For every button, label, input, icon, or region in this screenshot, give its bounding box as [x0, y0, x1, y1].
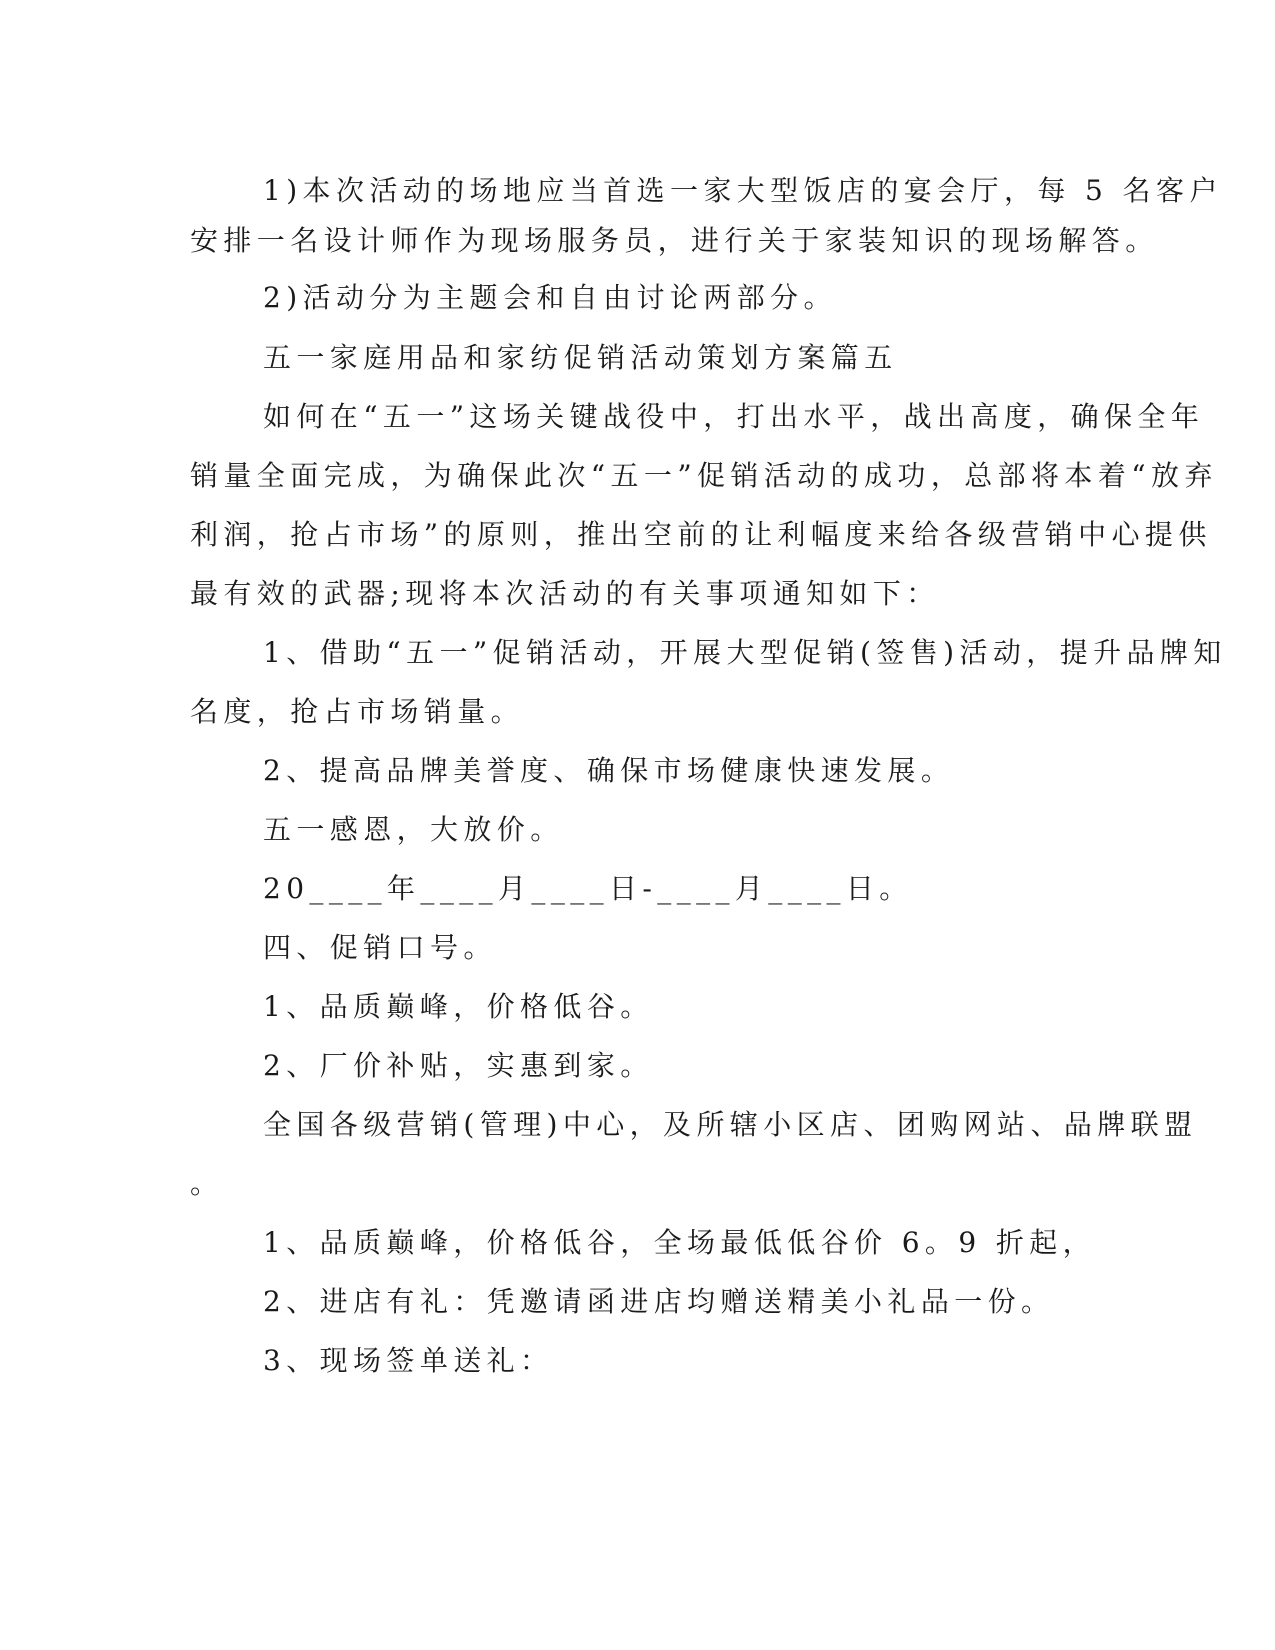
paragraph-line: 1)本次活动的场地应当首选一家大型饭店的宴会厅，每 5 名客户: [263, 174, 1223, 207]
paragraph-line: 。: [190, 1167, 224, 1200]
paragraph-line: 名度，抢占市场销量。: [190, 695, 525, 728]
paragraph-line: 1、品质巅峰，价格低谷，全场最低低谷价 6。9 折起，: [263, 1226, 1097, 1259]
paragraph-line: 安排一名设计师作为现场服务员，进行关于家装知识的现场解答。: [190, 224, 1159, 257]
section-heading: 五一家庭用品和家纺促销活动策划方案篇五: [263, 341, 898, 374]
paragraph-line: 3、现场签单送礼：: [263, 1344, 554, 1377]
paragraph-line: 2、厂价补贴，实惠到家。: [263, 1049, 654, 1082]
paragraph-line: 2、进店有礼：凭邀请函进店均赠送精美小礼品一份。: [263, 1285, 1055, 1318]
paragraph-line: 如何在“五一”这场关键战役中，打出水平，战出高度，确保全年: [263, 400, 1205, 433]
paragraph-line: 1、借助“五一”促销活动，开展大型促销(签售)活动，提升品牌知: [263, 636, 1227, 669]
paragraph-line: 最有效的武器;现将本次活动的有关事项通知如下：: [190, 577, 940, 610]
paragraph-line: 销量全面完成，为确保此次“五一”促销活动的成功，总部将本着“放弃: [190, 459, 1218, 492]
paragraph-line: 利润，抢占市场”的原则，推出空前的让利幅度来给各级营销中心提供: [190, 518, 1212, 551]
paragraph-line: 2、提高品牌美誉度、确保市场健康快速发展。: [263, 754, 955, 787]
paragraph-line: 全国各级营销(管理)中心，及所辖小区店、团购网站、品牌联盟: [263, 1108, 1198, 1141]
paragraph-line: 四、促销口号。: [263, 931, 497, 964]
paragraph-line: 2)活动分为主题会和自由讨论两部分。: [263, 281, 837, 314]
paragraph-line: 1、品质巅峰，价格低谷。: [263, 990, 654, 1023]
paragraph-line: 五一感恩，大放价。: [263, 813, 564, 846]
date-line: 20____年____月____日-____月____日。: [263, 872, 913, 905]
